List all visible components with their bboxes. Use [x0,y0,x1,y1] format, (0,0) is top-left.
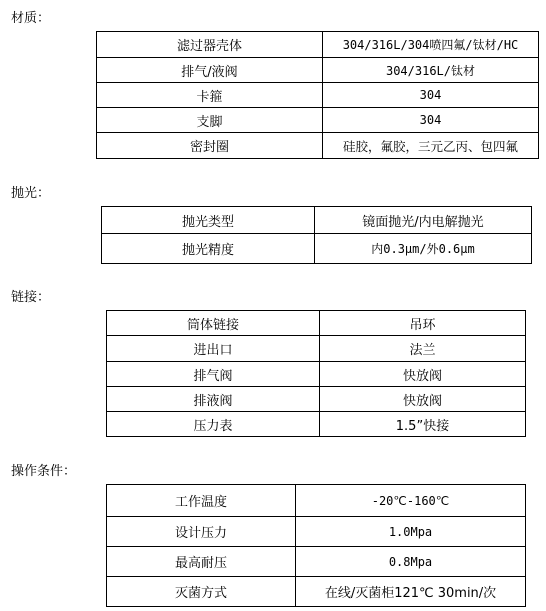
connection-label-inlet: 进出口 [107,336,320,362]
connection-value-gauge: 1.5”快接 [320,412,526,437]
materials-label-legs: 支脚 [97,108,323,133]
table-row [107,577,526,607]
table-row [97,32,539,58]
materials-table [96,31,539,159]
table-row [107,362,526,387]
polishing-table [101,206,532,264]
table-row [107,547,526,577]
polishing-label-precision: 抛光精度 [102,234,315,264]
materials-value-valve: 304/316L/钛材 [323,58,539,83]
polishing-heading: 抛光： [11,186,51,201]
materials-value-legs: 304 [323,108,539,133]
connection-value-vent: 快放阀 [320,362,526,387]
conditions-label-temp: 工作温度 [107,485,296,517]
materials-heading: 材质： [11,11,51,26]
connection-value-drain: 快放阀 [320,387,526,412]
table-row [102,234,532,264]
table-row [107,485,526,517]
table-row [107,387,526,412]
connection-label-body: 筒体链接 [107,311,320,336]
materials-label-valve: 排气/液阀 [97,58,323,83]
polishing-value-type: 镜面抛光/内电解抛光 [315,207,532,234]
conditions-value-design-pressure: 1.0Mpa [296,517,526,547]
table-row [97,58,539,83]
materials-value-seal: 硅胶，氟胶，三元乙丙、包四氟 [323,133,539,159]
table-row [107,412,526,437]
table-row [107,336,526,362]
conditions-heading: 操作条件： [11,464,77,479]
materials-label-housing: 滤过器壳体 [97,32,323,58]
table-row [102,207,532,234]
materials-value-housing: 304/316L/304喷四氟/钛材/HC [323,32,539,58]
polishing-value-precision: 内0.3μm/外0.6μm [315,234,532,264]
conditions-value-temp: -20℃-160℃ [296,485,526,517]
table-row [107,517,526,547]
materials-label-seal: 密封圈 [97,133,323,159]
connection-label-gauge: 压力表 [107,412,320,437]
conditions-label-design-pressure: 设计压力 [107,517,296,547]
conditions-value-sterilization: 在线/灭菌柜121℃ 30min/次 [296,577,526,607]
connection-value-inlet: 法兰 [320,336,526,362]
conditions-value-max-pressure: 0.8Mpa [296,547,526,577]
conditions-table [106,484,526,607]
table-row [97,108,539,133]
conditions-label-max-pressure: 最高耐压 [107,547,296,577]
table-row [97,83,539,108]
conditions-label-sterilization: 灭菌方式 [107,577,296,607]
connection-label-drain: 排液阀 [107,387,320,412]
connection-value-body: 吊环 [320,311,526,336]
table-row [97,133,539,159]
table-row [107,311,526,336]
materials-value-clamp: 304 [323,83,539,108]
connection-label-vent: 排气阀 [107,362,320,387]
connection-heading: 链接： [11,290,51,305]
polishing-label-type: 抛光类型 [102,207,315,234]
connection-table [106,310,526,437]
materials-label-clamp: 卡箍 [97,83,323,108]
